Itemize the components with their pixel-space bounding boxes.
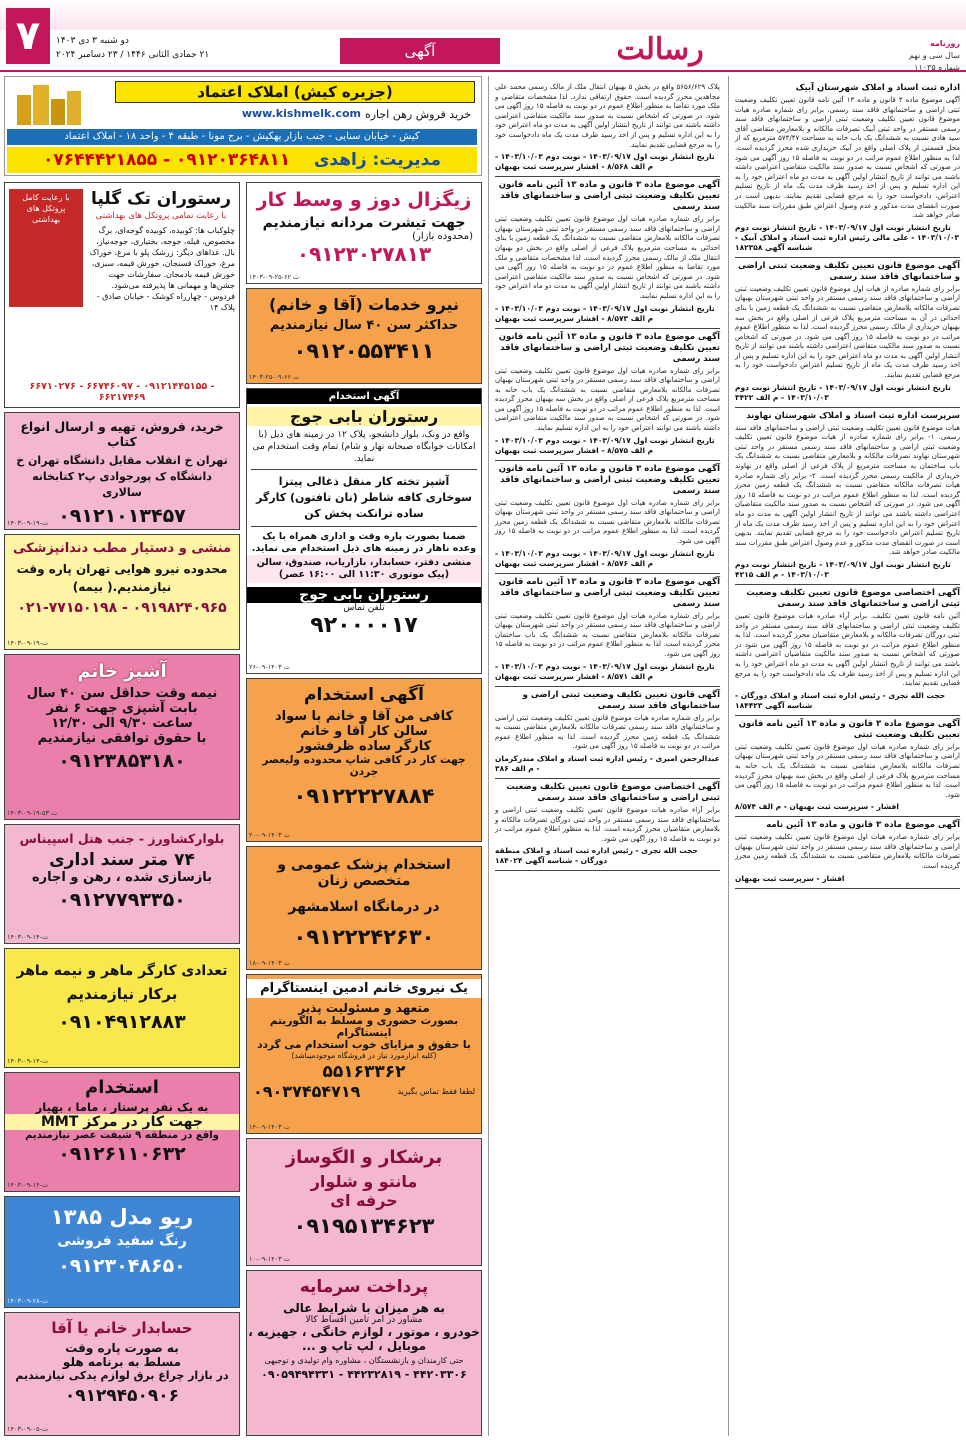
newspaper-logo: رسالت bbox=[616, 32, 704, 67]
legal-notice: سرپرست اداره ثبت اسناد و املاک شهرستان نهاوند هیات موضوع قانون تعیین تکلیف وضعیت ثبتی اراضی و ساختمانهای فاقد سند رسمی. ۱- برابر رای شماره صادره از هیات موضوع قانون تعیین تکلیف وضعیت ثبتی اراضی و ساختمانهای فاقد سند رسمی مستقر در واحد ثبتی شهرستان نهاوند تصرفات مالکانه و بلامعارض متقاضی نسبت به ششدانگ یک باب ساختمان به مساحت مترمربع از پلاک فرعی از اصلی واقع در نهاوند خریداری از مالکیت رسمی محرز گردیده است. ۲- برابر رای شماره صادره هیات تصرفات مالکانه متقاضی نسبت به ششدانگ یک قطعه زمین محرز گردیده است. لذا به منظور اطلاع عموم مراتب در دو نوبت به فاصله ۱۵ روز آگهی می شود. در صورتی که اشخاص نسبت به صدور سند مالکیت متقاضیان اعتراضی داشته باشند می توانند از تاریخ انتشار اولین آگهی به مدت دو ماه اعتراض خود را به این اداره تسلیم و پس از اخذ رسید ظرف مدت یک ماه از تاریخ تسلیم اعتراض دادخواست خود را به مرجع قضایی تقدیم نمایند. بدیهی است در صورت انقضای مدت مذکور و عدم وصول اعتراض طبق مقررات سند مالکیت صادر خواهد شد. تاریخ انتشار نوبت اول ۱۴۰۳/۰۹/۱۷ - تاریخ انتشار نوبت دوم ۱۴۰۳/۱۰/۰۳ - م الف ۴۲۱۵ bbox=[735, 408, 960, 585]
ad-phone[interactable]: ۰۹۱۲۳۸۵۳۱۸۰ bbox=[58, 750, 186, 772]
header-band bbox=[0, 0, 966, 30]
ad-phone[interactable]: ۰۹۱۲۹۴۵۰۹۰۶ bbox=[64, 1386, 180, 1406]
banner-title: (جزیره کیش) املاک اعتماد bbox=[115, 81, 475, 103]
legal-notices-column-left bbox=[488, 76, 726, 1436]
ad-phone[interactable]: ۰۹۱۰۴۹۱۲۸۸۳ bbox=[58, 1011, 186, 1033]
banner-services: خرید فروش رهن اجاره bbox=[364, 108, 471, 121]
ad-tailor: برشکار و الگوساز مانتو و شلوار حرفه ای ۰۹۱۹۵۱۳۴۶۲۳ ت ۱۴۰۳-۰۹-۱۰ bbox=[246, 1138, 482, 1266]
job-list: آشپز تخته کار منقل ذغالی پیتزا سوخاری کافه شاطر (نان تافتون) کارگر ساده ترانکت پخش کن bbox=[251, 469, 477, 527]
ad-phone[interactable]: ۰۹۱۲۲۲۴۲۶۳۰ bbox=[293, 925, 435, 949]
ad-phone[interactable]: ۰۹۰۵۹۴۹۴۳۳۱ - ۴۴۲۳۲۸۱۹ - ۴۴۲۰۳۳۰۶ bbox=[261, 1368, 467, 1381]
ad-phone[interactable]: ۰۹۱۲۳۰۲۷۸۱۳ bbox=[296, 242, 432, 266]
ad-services-staff: نیرو خدمات (آقا و خانم) حداکثر سن ۴۰ سال نیازمندیم ۰۹۱۲۰۵۵۳۴۱۱ ت ۶۶-۰۹-۲۵-۱۴۰۳ bbox=[246, 288, 482, 384]
ad-zigzag: زیگزال دوز و وسط کار جهت تیشرت مردانه نیازمندیم (محدوده بازار) ۰۹۱۲۳۰۲۷۸۱۳ ۱۴۰۳-۰۹-۲۵-ت ۶۲ bbox=[246, 182, 482, 284]
ad-phone[interactable]: ۰۲۱-۷۷۱۵۰۱۹۸ - ۰۹۱۹۸۲۴۰۹۶۵ bbox=[17, 600, 227, 616]
legal-notice: آگهی موضوع ماده ۳ قانون و ماده ۱۳ آئین نامه قانون تعیین تکلیف وضعیت ثبتی اراضی و ساختمانهای فاقد سند رسمی برابر رای شماره صادره هیات اول موضوع قانون تعیین تکلیف وضعیت ثبتی اراضی و ساختمانهای فاقد سند رسمی مستقر در واحد ثبتی شهرستان بهبهان تصرفات مالکانه بلامعارض متقاضی نسبت به ششدانگ یک قطعه زمین محرز گردیده است. لذا به منظور اطلاع عموم مراتب در دو نوبت به فاصله ۱۵ روز آگهی می شود. تاریخ انتشار نوبت اول ۱۴۰۳/۰۹/۱۷ - نوبت دوم ۱۴۰۳/۱۰/۰۳ - م الف ۸/۵۷۶ - افشار سرپرست ثبت بهبهان bbox=[495, 461, 720, 574]
paper-info: روزنامه سال سی و نهم شماره ۱۱۰۳۵ bbox=[908, 39, 960, 72]
legal-notice: آگهی اختصاصی موضوع قانون تعیین تکلیف وضعیت ثبتی اراضی و ساختمانهای فاقد سند رسمی آئین نامه قانون تعیین تکلیف. برابر آراء صادره هیات موضوع قانون تعیین تکلیف وضعیت ثبتی اراضی و ساختمانهای فاقد سند رسمی مستقر در واحد ثبتی دورگان تصرفات مالکانه و بلامعارض متقاضیان محرز گردیده است. لذا به منظور اطلاع عموم مراتب در دو نوبت به فاصله ۱۵ روز آگهی می شود در صورتی که اشخاص نسبت به صدور سند مالکیت متقاضیان اعتراضی داشته باشند می توانند از تاریخ انتشار اولین آگهی به مدت دو ماه اعتراض خود را به این اداره تسلیم و پس از اخذ رسید ظرف یک ماه دادخواست خود را به مرجع قضایی تقدیم نمایند. حجت الله تجری - رئیس اداره ثبت اسناد و املاک دورگان - شناسه آگهی ۱۸۴۴۲۳ bbox=[735, 585, 960, 716]
ad-restaurant-tak-golpa: با رعایت کامل پروتکل های بهداشتی رستوران تک گلپا با رعایت تمامی پروتکل های بهداشتی چلوکباب ها: کوبیده، کوبیده گوجه‌ای، برگ مخصوص، فیله، جوجه، بختیاری، جوجه‌نیاز، بال. غذاهای دیگر: زرشک پلو با مرغ، خوراک مرغ، خوراک فسنجان، خورش قیمه، سبزی، خورش قیمه بادمجان. سفارشات جهت جشن‌ها و مهمانی ها پذیرفته می‌شود. فردوس - چهارراه کوشک - خیابان صادق - پلاک ۱۴ ۶۶۷۱۰۲۷۶ - ۶۶۷۴۶۰۹۷ - ۰۹۱۲۱۴۴۵۱۵۵ - ۶۶۲۱۷۴۶۹ bbox=[4, 182, 240, 408]
ad-phone[interactable]: ۰۹۱۲۷۷۹۳۳۵۰ bbox=[58, 889, 186, 911]
ad-instagram-admin: یک نیروی خانم ادمین اینستاگرام متعهد و مسئولیت پذیر بصورت حضوری و مسلط به الگوریتم اینستاگرام با حقوق و مزایای خوب استخدام می گردد (کلیه ابزارمورد نیاز در فروشگاه موجودمیباشد) ۵۵۱۶۳۳۶۲ لطفا فقط تماس بگیرید ۰۹۰۳۷۴۵۴۷۱۹ ت ۱۴۰۳-۰۹-۱۴ bbox=[246, 974, 482, 1134]
ad-dentist-assistant: منشی و دستیار مطب دندانپزشکی محدوده نیرو هوایی تهران پاره وقت نیازمندیم.( بیمه) ۰۲۱-۷۷۱۵۰۱۹۸ - ۰۹۱۹۸۲۴۰۹۶۵ ۱۴۰۳-۰۹-۱۹-ت bbox=[4, 534, 240, 650]
legal-notice: اداره ثبت اسناد و املاک شهرستان آبیک آگهی موضوع ماده ۳ قانون و ماده ۱۳ آئین نامه قانون تعیین تکلیف وضعیت ثبتی اراضی و ساختمانهای فاقد سند رسمی. برابر رای شماره صادره هیات موضوع قانون تعیین تکلیف وضعیت ثبتی اراضی و ساختمانهای فاقد سند رسمی مستقر در واحد ثبتی آبیک تصرفات مالکانه و بلامعارض متقاضی آقای سید هادی نسبت به ششدانگ یک باب خانه به مساحت ۵۷۴/۴۷ مترمربع که از محل قسمتی از پلاک اصلی واقع در آبیک خریداری شده محرز گردیده است. لذا به منظور اطلاع عموم مراتب در دو نوبت به فاصله ۱۵ روز آگهی می شود در صورتی که اشخاص نسبت به صدور سند مالکیت متقاضی اعتراضی داشته باشند می توانند از تاریخ انتشار اولین آگهی به مدت دو ماه اعتراض خود را به این اداره تسلیم و پس از اخذ رسید ظرف مدت یک ماه از تاریخ تسلیم اعتراض، دادخواست خود را به مرجع قضایی تقدیم نمایند. بدیهی است در صورت انقضای مدت مذکور و عدم وصول اعتراض طبق مقررات سند مالکیت صادر خواهد شد. تاریخ انتشار نوبت اول ۱۴۰۳/۰۹/۱۷ - تاریخ انتشار نوبت دوم ۱۴۰۳/۱۰/۰۳ - علی مالی رئیس اداره ثبت اسناد و املاک آبیک - شناسه آگهی ۱۸۲۳۵۸ bbox=[735, 80, 960, 258]
real-estate-banner bbox=[4, 76, 482, 176]
ad-phone[interactable]: ۰۹۱۲۰۵۵۳۴۱۱ bbox=[293, 339, 435, 363]
section-title: آگهی bbox=[340, 38, 500, 64]
restaurant-badge: با رعایت کامل پروتکل های بهداشتی bbox=[9, 189, 83, 307]
legal-notice: آگهی موضوع ماده ۳ قانون و ماده ۱۳ آئین نامه قانون تعیین تکلیف وضعیت ثبتی اراضی و ساختمانهای فاقد سند رسمی برابر رای شماره صادره هیات اول موضوع قانون تعیین تکلیف وضعیت ثبتی اراضی و ساختمانهای فاقد سند رسمی مستقر در واحد ثبتی شهرستان بهبهان تصرفات مالکانه بلامعارض متقاضی نسبت به ششدانگ یک باب ساختمان محرز گردیده است. لذا به منظور اطلاع عموم مراتب در دو نوبت به فاصله ۱۵ روز آگهی می شود. تاریخ انتشار نوبت اول ۱۴۰۳/۰۹/۱۷ - نوبت دوم ۱۴۰۳/۱۰/۰۳ - م الف ۸/۵۷۱ - افشار سرپرست ثبت بهبهان bbox=[495, 574, 720, 687]
ad-female-chef: آشپز خانم نیمه وقت حداقل سن ۴۰ سال بابت آشپزی جهت ۶ نفر ساعت ۹/۳۰ الی ۱۲/۳۰ با حقوق توافقی نیازمندیم ۰۹۱۲۳۸۵۳۱۸۰ ۱۴۰۳-۰۹-۱۹-ت ۵۳ bbox=[4, 654, 240, 820]
ad-cafe-hiring: آگهی استخدام کافی من آقا و خانم با سواد سالن کار آقا و خانم کارگر ساده ظرفشور جهت کار در کافی شاپ محدوده ولیعصر جردن ۰۹۱۲۲۲۲۷۸۸۴ ت ۱۴۰۳-۰۹-۲۰ bbox=[246, 678, 482, 842]
legal-notice: آگهی موضوع ماده ۳ قانون و ماده ۱۳ آئین نامه قانون تعیین تکلیف وضعیت ثبتی اراضی و ساختمانهای فاقد سند رسمی برابر رای شماره صادره هیات اول موضوع قانون تعیین تکلیف وضعیت ثبتی اراضی و ساختمانهای فاقد سند رسمی مستقر در واحد ثبتی شهرستان بهبهان تصرفات مالکانه بلامعارض متقاضی نسبت به ششدانگ یک باب خانه به مساحت مترمربع پلاک فرعی از اصلی واقع در بخش سه بهبهان محرز گردیده است. لذا به منظور اطلاع عموم مراتب در دو نوبت به فاصله ۱۵ روز آگهی می شود. در صورتی که اشخاص نسبت به صدور سند مالکیت متقاضی اعتراضی داشته باشند می توانند اعتراض خود را به این اداره تسلیم نمایند. تاریخ انتشار نوبت اول ۱۴۰۳/۰۹/۱۷ - نوبت دوم ۱۴۰۳/۱۰/۰۳ - م الف ۸/۵۷۵ - افشار سرپرست ثبت بهبهان bbox=[495, 329, 720, 461]
ad-accountant: حسابدار خانم یا آقا به صورت پاره وقت مسلط به برنامه هلو در بازار چراغ برق لوازم یدکی نیازمندیم ۰۹۱۲۹۴۵۰۹۰۶ ۱۴۰۳-۰۹-۰۵-ت bbox=[4, 1312, 240, 1436]
classified-ads-area bbox=[0, 76, 486, 1440]
legal-notice: آگهی موضوع ماده ۳ قانون و ماده ۱۳ آئین نامه برابر رای شماره صادره هیات اول موضوع قانون تعیین تکلیف وضعیت ثبتی اراضی و ساختمانهای فاقد سند رسمی مستقر در واحد ثبتی شهرستان بهبهان تصرفات مالکانه بلامعارض متقاضی نسبت به ششدانگ یک قطعه زمین محرز گردیده است. افشار - سرپرست ثبت بهبهان bbox=[735, 817, 960, 888]
ad-skilled-worker: تعدادی کارگر ماهر و نیمه ماهر برکار نیازمندیم ۰۹۱۰۴۹۱۲۸۸۳ ۱۴۰۳-۰۹-۱۴-ت bbox=[4, 948, 240, 1068]
ad-phone[interactable]: ۰۹۱۹۵۱۳۴۶۲۳ bbox=[293, 1214, 435, 1238]
ad-doctor-hiring: استخدام پزشک عمومی و متخصص زنان در درمانگاه اسلامشهر ۰۹۱۲۲۲۴۲۶۳۰ ت ۱۴۰۳-۰۹-۱۸ bbox=[246, 846, 482, 970]
issue-date: دو شنبه ۳ دی ۱۴۰۳ ۲۱ جمادی الثانی ۱۴۴۶ / ۲۳ دسامبر ۲۰۲۴ bbox=[56, 36, 210, 60]
legal-notice: آگهی موضوع ماده ۳ قانون و ماده ۱۳ آئین نامه قانون تعیین تکلیف وضعیت ثبتی برابر رای شماره صادره هیات اول موضوع قانون تعیین تکلیف وضعیت ثبتی اراضی و ساختمانهای فاقد سند رسمی مستقر در واحد ثبتی شهرستان بهبهان تصرفات مالکانه بلامعارض متقاضی نسبت به ششدانگ یک باب خانه به مساحت مترمربع پلاک فرعی از اصلی واقع در بخش سه بهبهان محرز گردیده است. لذا به منظور اطلاع عموم مراتب در دو نوبت به فاصله ۱۵ روز آگهی می شود. افشار - سرپرست ثبت بهبهان - م الف ۸/۵۷۴ bbox=[735, 716, 960, 818]
ad-phone[interactable]: ۰۹۰۳۷۴۵۴۷۱۹ bbox=[253, 1082, 361, 1101]
ad-capital: پرداخت سرمایه به هر میزان با شرایط عالی مشاور در امر تامین اقساط کالا خودرو ، موتور ، لوازم خانگی ، جهیزیه ، موبایل ، لپ تاپ و ... حتی کارمندان و بازنشستگان ، مشاوره وام تولیدی و توجیهی ۰۹۰۵۹۴۹۴۳۳۱ - ۴۴۲۳۲۸۱۹ - ۴۴۲۰۳۳۰۶ bbox=[246, 1270, 482, 1436]
ad-phone[interactable]: ۰۹۱۲۱۰۱۳۴۵۷ bbox=[58, 505, 186, 527]
ad-mmt-nurse: استخدام به یک نفر پرستار ، ماما ، بهیار جهت کار در مرکز MMT واقع در منطقه ۹ شیفت عصر نیازمندیم ۰۹۱۲۶۱۱۰۶۳۲ ۱۴۰۳-۰۹-۱۴-ت bbox=[4, 1072, 240, 1192]
banner-url[interactable]: www.kishmelk.com bbox=[241, 107, 361, 120]
ad-phone[interactable]: ۵۵۱۶۳۳۶۲ bbox=[322, 1062, 406, 1082]
page-number: ۷ bbox=[6, 8, 50, 64]
legal-notice: آگهی موضوع ماده ۳ قانون و ماده ۱۳ آئین نامه قانون تعیین تکلیف وضعیت ثبتی اراضی و ساختمانهای فاقد سند رسمی برابر رای شماره صادره هیات اول موضوع قانون تعیین تکلیف وضعیت ثبتی اراضی و ساختمانهای فاقد سند رسمی مستقر در واحد ثبتی شهرستان بهبهان تصرفات مالکانه بلامعارض متقاضی نسبت به ششدانگ یک قطعه زمین با بنای احداثی به مساحت مترمربع پلاک فرعی از اصلی واقع در بخش دو بهبهان انتقال ملک از مالک رسمی محرز گردیده است. لذا مشخصات متقاضی و ملک مورد تقاضا به منظور اطلاع عموم در دو نوبت به فاصله ۱۵ روز آگهی می شود. در صورتی که اشخاص نسبت به صدور سند مالکیت متقاضی اعتراضی داشته باشند می توانند از تاریخ انتشار اولین آگهی به مدت دو ماه اعتراض خود را به این اداره تسلیم نمایند. تاریخ انتشار نوبت اول ۱۴۰۳/۰۹/۱۷ - نوبت دوم ۱۴۰۳/۱۰/۰۳ - م الف ۸/۵۷۳ - افشار سرپرست ثبت بهبهان bbox=[495, 177, 720, 328]
ad-babjooj-restaurant: آگهی استخدام رستوران بابی جوج واقع در ونک، بلوار دانشجو، پلاک ۱۲ در زمینه های ذیل (با امکانات خوابگاه صبحانه نهار و شام) تمام وقت استخدام می نماید. آشپز تخته کار منقل ذغالی پیتزا سوخاری کافه شاطر (نان تافتون) کارگر ساده ترانکت پخش کن ضمنا بصورت پاره وقت و اداری همراه با یک وعده ناهار در زمینه های ذیل استخدام می نماید. منشی دفتر، حسابدار، بازاریاب، صندوق، سالن (پیک موتوری ۱۱:۳۰ الی ۱۶:۰۰ عصر) رستوران بابی جوج تلفن تماس ۹۲۰۰۰۰۱۷ ت ۱۴۰۳-۰۹-۲۶ bbox=[246, 388, 482, 674]
legal-notices-column-right bbox=[728, 76, 966, 1436]
ad-phone[interactable]: ۰۹۱۲۳۰۴۸۶۵۰ bbox=[58, 1255, 186, 1277]
banner-contact: مدیریت: زاهدی ۰۹۱۲۰۳۶۴۸۱۱ - ۰۷۶۴۴۴۲۱۸۵۵ bbox=[7, 147, 477, 173]
legal-notice: آگهی اختصاصی موضوع قانون تعیین تکلیف وضعیت ثبتی اراضی و ساختمانهای فاقد سند رسمی برابر آراء صادره هیات موضوع قانون تعیین تکلیف وضعیت ثبتی اراضی و ساختمانهای فاقد سند رسمی مستقر در واحد ثبتی دورگان تصرفات مالکانه و بلامعارض متقاضیان محرز گردیده است. لذا به منظور اطلاع عموم مراتب در دو نوبت به فاصله ۱۵ روز آگهی می شود. حجت الله تجری - رئیس اداره ثبت اسناد و املاک منطقه دورگان - شناسه آگهی ۱۸۴۰۲۴ bbox=[495, 779, 720, 871]
ad-bookstore: خرید، فروش، تهیه و ارسال انواع کتاب تهران خ انقلاب مقابل دانشگاه تهران خ دانشگاه ک پورجوادی پ۲ کتابخانه سالاری ۰۹۱۲۱۰۱۳۴۵۷ ۱۴۰۳-۰۹-۱۹-ت bbox=[4, 412, 240, 530]
ad-car-sale: ریو مدل ۱۳۸۵ رنگ سفید فروشی ۰۹۱۲۳۰۴۸۶۵۰ ۱۴۰۳-۰۹-۲۸-ت bbox=[4, 1196, 240, 1308]
ad-phone[interactable]: ۰۹۱۲۶۱۱۰۶۳۲ bbox=[58, 1143, 186, 1165]
ad-office-rent: بلوارکشاورز - جنب هتل اسپیناس ۷۴ متر سند اداری بازسازی شده ، رهن و اجاره ۰۹۱۲۷۷۹۳۳۵۰ ۱۴۰۳-۰۹-۱۴-ت bbox=[4, 824, 240, 944]
building-icon bbox=[13, 81, 87, 125]
ad-phone[interactable]: ۶۶۷۱۰۲۷۶ - ۶۶۷۴۶۰۹۷ - ۰۹۱۲۱۴۴۵۱۵۵ - ۶۶۲۱۷۴۶۹ bbox=[29, 381, 215, 403]
ad-phone[interactable]: ۰۹۱۲۲۲۲۷۸۸۴ bbox=[293, 784, 435, 808]
legal-notice: آگهی موضوع قانون تعیین تکلیف وضعیت ثبتی اراضی و ساختمانهای فاقد سند رسمی برابر رای شماره صادره از هیات اول موضوع قانون تعیین تکلیف وضعیت ثبتی اراضی و ساختمانهای فاقد سند رسمی مستقر در واحد ثبتی شهرستان بهبهان تصرفات مالکانه بلامعارض متقاضی نسبت به ششدانگ یک قطعه زمین با بنای احداثی در آن به مساحت مترمربع پلاک فرعی از اصلی واقع در بخش سه بهبهان خریداری از مالک رسمی محرز گردیده است. لذا به منظور اطلاع عموم مراتب در دو نوبت به فاصله ۱۵ روز آگهی می شود. در صورتی که اشخاص نسبت به صدور سند مالکیت متقاضی اعتراضی داشته باشند می توانند از تاریخ انتشار اولین آگهی به مدت دو ماه اعتراض خود را به این اداره تسلیم و پس از اخذ رسید ظرف مدت یک ماه از تاریخ تسلیم اعتراض دادخواست خود را به مرجع قضایی تقدیم نمایند. تاریخ انتشار نوبت اول ۱۴۰۳/۰۹/۱۷ - تاریخ انتشار نوبت دوم ۱۴۰۳/۱۰/۰۳ - م الف ۳۴۲۲ bbox=[735, 258, 960, 408]
page-header bbox=[0, 0, 966, 72]
legal-notice: پلاک ۵۶۵۶/۶۲۹ واقع در بخش ۵ بهبهان انتقال ملک از مالک رسمی محمد علی مجاهدین محرز گردیده است. حقوق ارتفاقی ندارد. لذا مشخصات متقاضی و ملک مورد تقاضا به منظور اطلاع عموم در دو نوبت به فاصله ۱۵ روز آگهی می شود. در صورتی که اشخاص نسبت به صدور سند مالکیت متقاضی اعتراضی داشته باشند می توانند از تاریخ انتشار اولین آگهی به مدت دو ماه اعتراض خود را به این اداره تسلیم و پس از اخذ رسید ظرف مدت یک ماه دادخواست خود را به مرجع قضایی تقدیم نمایند. تاریخ انتشار نوبت اول ۱۴۰۳/۰۹/۱۷ - نوبت دوم ۱۴۰۳/۱۰/۰۳ - م الف ۸/۵۶۸ - افشار سرپرست ثبت بهبهان bbox=[495, 80, 720, 177]
legal-notice: آگهی قانون تعیین تکلیف وضعیت ثبتی اراضی و ساختمانهای فاقد سند رسمی برابر رای شماره صادره هیات موضوع قانون تعیین تکلیف وضعیت ثبتی اراضی و ساختمانهای فاقد سند رسمی تصرفات مالکانه بلامعارض متقاضی نسبت به ششدانگ یک قطعه زمین محرز گردیده است. لذا به منظور اطلاع عموم مراتب در دو نوبت به فاصله ۱۵ روز آگهی می شود. عبدالرحمن امیری - رئیس اداره ثبت اسناد و املاک مندرکرمان - م الف ۳۸۶ bbox=[495, 687, 720, 779]
ad-phone[interactable]: ۹۲۰۰۰۰۱۷ bbox=[310, 613, 418, 638]
banner-address: کیش - خیابان سنایی - جنب بازار پهکیش - برج مونا - طبقه ۴ - واحد ۱۸ - املاک اعتماد bbox=[7, 129, 477, 145]
